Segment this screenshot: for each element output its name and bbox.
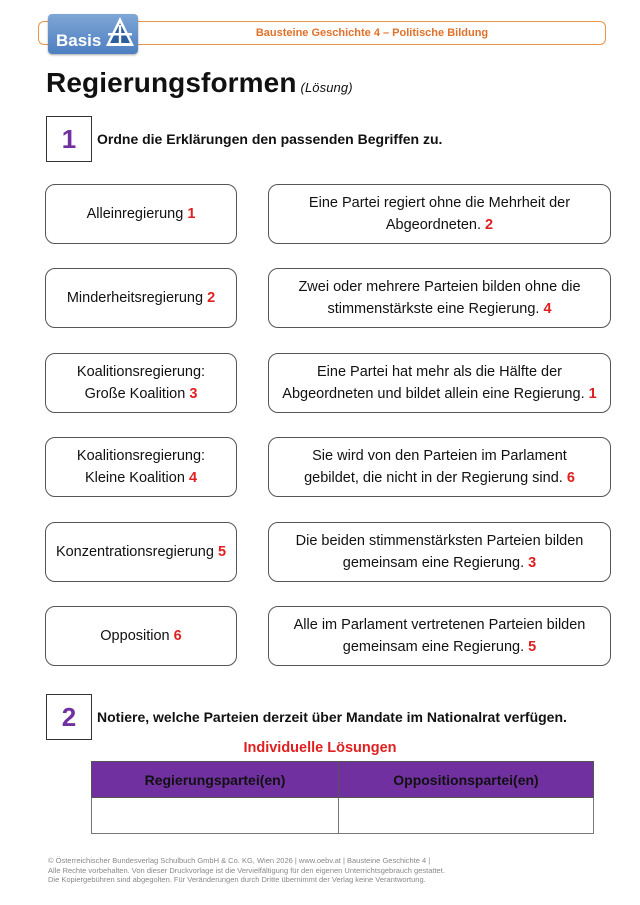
explanation-line: Abgeordneten. (385, 217, 482, 233)
term-text (100, 625, 181, 647)
explanation-line: stimmenstärkste eine Regierung. (327, 301, 540, 317)
answer-number: 3 (528, 555, 537, 571)
task-number-2: 2 (46, 694, 92, 740)
explanation-line: Eine Partei hat mehr als die Hälfte der (316, 364, 562, 380)
table-header-row (92, 762, 594, 798)
term-line: Große Koalition (84, 386, 186, 402)
term-card (45, 437, 237, 497)
answer-number: 4 (188, 470, 198, 486)
explanation-line: Abgeordneten und bildet allein eine Regierung. (282, 386, 585, 402)
term-card (45, 184, 237, 244)
footer-line: Alle Rechte vorbehalten. Von dieser Druckvorlage ist die Vervielfältigung für den eigenen Unterrichtsgebrauch gestattet. (48, 865, 445, 875)
term-line: Alleinregierung (86, 206, 184, 222)
explanation-card (268, 606, 611, 666)
term-text (87, 203, 196, 225)
explanation-card (268, 268, 611, 328)
explanation-line: Alle im Parlament vertretenen Parteien bilden (293, 617, 586, 633)
term-card (45, 268, 237, 328)
solution-note: Individuelle Lösungen (243, 740, 397, 756)
column-header: Regierungspartei(en) (92, 762, 339, 798)
party-table (91, 761, 594, 834)
answer-number: 2 (207, 290, 216, 306)
answer-number: 1 (187, 206, 196, 222)
table-cell[interactable] (339, 798, 594, 834)
answer-number: 5 (217, 544, 227, 560)
explanation-text (309, 192, 570, 236)
logo-label: Basis (56, 31, 102, 50)
table-cell[interactable] (92, 798, 339, 834)
term-line: Opposition (100, 628, 170, 644)
term-line: Koalitionsregierung: (76, 448, 206, 464)
explanation-line: gemeinsam eine Regierung. (342, 555, 525, 571)
explanation-line: Zwei oder mehrere Parteien bilden ohne die (298, 279, 581, 295)
column-header: Oppositionspartei(en) (339, 762, 594, 798)
answer-number: 4 (543, 301, 552, 317)
explanation-line: gemeinsam eine Regierung. (342, 639, 525, 655)
answer-number: 6 (173, 628, 182, 644)
term-card (45, 522, 237, 582)
term-line: Koalitionsregierung: (76, 364, 206, 380)
explanation-text (294, 614, 586, 658)
term-text (67, 287, 215, 309)
explanation-card (268, 437, 611, 497)
term-card (45, 606, 237, 666)
term-text (77, 445, 205, 489)
explanation-text (282, 361, 596, 405)
explanation-text (296, 530, 584, 574)
page-title: Regierungsformen (Lösung) (46, 67, 353, 98)
answer-number: 3 (189, 386, 198, 402)
footer-line: Die Kopiergebühren sind abgegolten. Für Veränderungen durch Dritte übernimmt der Verlag keine Verantwortung. (48, 875, 426, 884)
explanation-card (268, 522, 611, 582)
term-line: Konzentrationsregierung (55, 544, 214, 560)
answer-number: 1 (588, 386, 597, 402)
answer-number: 5 (528, 639, 537, 655)
answer-number: 2 (485, 217, 494, 233)
table-row (92, 798, 594, 834)
explanation-line: Die beiden stimmenstärksten Parteien bilden (295, 533, 584, 549)
term-text (56, 541, 226, 563)
explanation-text (304, 445, 575, 489)
footer (48, 856, 445, 885)
term-card (45, 353, 237, 413)
task-instruction-2: Notiere, welche Parteien derzeit über Mandate im Nationalrat verfügen. (97, 709, 567, 725)
basis-logo (48, 14, 138, 54)
explanation-card (268, 353, 611, 413)
term-line: Minderheitsregierung (66, 290, 204, 306)
explanation-line: Sie wird von den Parteien im Parlament (312, 448, 567, 464)
term-text (77, 361, 205, 405)
task-number-1: 1 (46, 116, 92, 162)
task-instruction-1: Ordne die Erklärungen den passenden Begriffen zu. (97, 131, 443, 147)
footer-line: © Österreichischer Bundesverlag Schulbuch GmbH & Co. KG, Wien 2026 | www.oebv.at | Bausteine Geschichte 4 | (48, 856, 431, 865)
explanation-text (298, 276, 580, 320)
term-line: Kleine Koalition (84, 470, 185, 486)
triangle-logo-icon (105, 16, 135, 48)
series-title: Bausteine Geschichte 4 – Politische Bildung (255, 27, 489, 39)
explanation-line: gebildet, die nicht in der Regierung sind. (304, 470, 563, 486)
page-subtitle: (Lösung) (300, 80, 353, 95)
explanation-line: Eine Partei regiert ohne die Mehrheit der (308, 195, 571, 211)
answer-number: 6 (566, 470, 575, 486)
explanation-card (268, 184, 611, 244)
